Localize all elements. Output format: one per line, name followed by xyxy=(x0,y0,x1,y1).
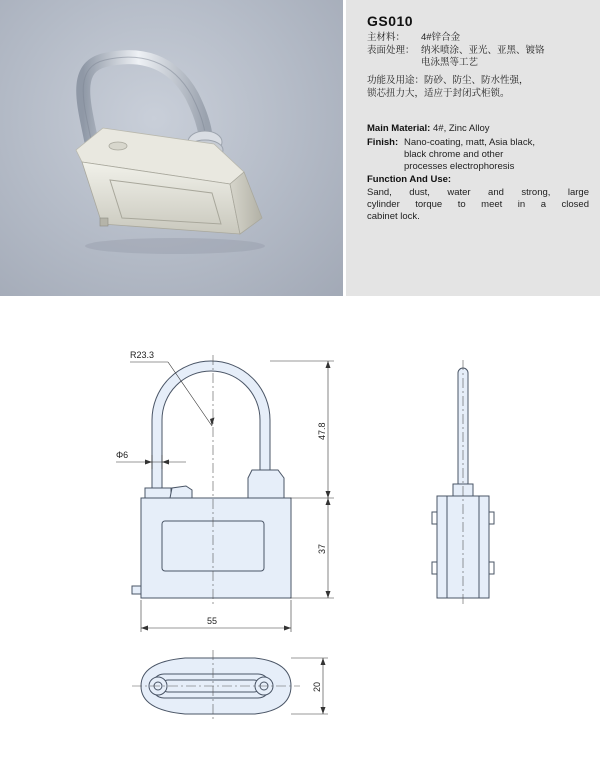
en-function-heading-row xyxy=(367,174,589,186)
spec-panel xyxy=(346,0,600,296)
front-key-pin xyxy=(132,586,141,594)
cn-function-value-1: 防砂、防尘、防水性强， xyxy=(424,75,529,86)
front-keyhole-bump xyxy=(170,486,192,498)
cn-finish-value-2: 电泳黑等工艺 xyxy=(421,57,479,68)
en-material-value: 4#, Zinc Alloy xyxy=(433,123,490,134)
cn-finish-row xyxy=(367,45,545,57)
product-photo xyxy=(0,0,343,296)
body-height-label: 37 xyxy=(317,543,327,554)
en-function-line-3: cabinet lock. xyxy=(367,211,420,222)
drawing-canvas xyxy=(0,296,600,781)
en-function-line-1: Sand, dust, water and strong, large xyxy=(367,187,589,198)
cn-material-value: 4#锌合金 xyxy=(421,32,461,43)
body-width-label: 55 xyxy=(207,616,218,626)
en-finish-label: Finish: xyxy=(367,137,399,148)
diameter-label: Φ6 xyxy=(116,450,129,460)
cn-function-label: 功能及用途： xyxy=(367,75,425,86)
front-left-collar xyxy=(145,488,171,498)
cn-material-row xyxy=(367,32,460,44)
cn-finish-label: 表面处理： xyxy=(367,45,415,56)
en-function-label: Function And Use: xyxy=(367,174,452,185)
en-material-label: Main Material: xyxy=(367,123,431,134)
cn-function-row xyxy=(367,75,529,87)
radius-label: R23.3 xyxy=(130,350,155,360)
cn-material-label: 主材料： xyxy=(367,32,406,43)
model-number: GS010 xyxy=(367,13,414,29)
en-material-row xyxy=(367,123,589,135)
shackle-height-label: 47.8 xyxy=(317,422,327,440)
technical-drawing xyxy=(0,296,600,781)
en-finish-line-2-row xyxy=(404,149,594,161)
front-right-collar xyxy=(248,470,284,498)
padlock-render xyxy=(0,0,343,296)
cn-finish-row-2 xyxy=(421,57,478,69)
en-function-line-2: cylinder torque to meet in a closed xyxy=(367,199,589,210)
top-depth-label: 20 xyxy=(312,681,322,692)
en-finish-line-3-row xyxy=(404,161,594,173)
side-body-notch-left xyxy=(432,512,437,574)
en-finish-line-2: black chrome and other xyxy=(404,149,504,160)
keyhole-cap xyxy=(109,142,127,150)
en-finish-line-1: Nano-coating, matt, Asia black, xyxy=(404,137,535,148)
cn-function-value-2: 锁芯扭力大，适应于封闭式柜锁。 xyxy=(367,88,510,99)
cn-function-row-2 xyxy=(367,88,510,100)
en-finish-line-3: processes electrophoresis xyxy=(404,161,515,172)
front-body-recess xyxy=(162,521,264,571)
en-finish-row xyxy=(367,137,589,149)
cn-finish-value-1: 纳米喷涂、亚光、亚黑、镀铬 xyxy=(421,45,545,56)
key-pin xyxy=(100,218,108,226)
side-body-notch-right xyxy=(489,512,494,574)
